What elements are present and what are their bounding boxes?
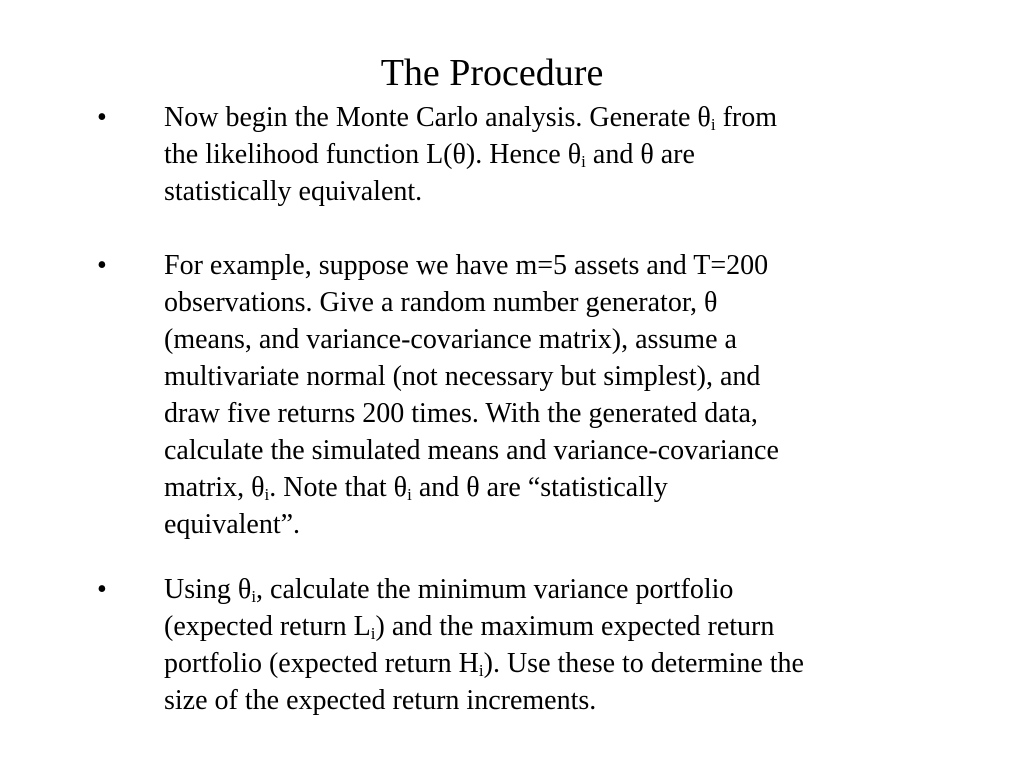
text-run: ). Use these to determine the bbox=[483, 648, 804, 679]
text-run: Now begin the Monte Carlo analysis. Generate θ bbox=[164, 102, 711, 133]
text-run: ) and the maximum expected return bbox=[375, 611, 775, 642]
bullet-text bbox=[164, 571, 964, 719]
bullet-line bbox=[164, 469, 964, 506]
text-run: Using θ bbox=[164, 574, 252, 605]
bullet-line bbox=[164, 608, 964, 645]
bullet-line bbox=[164, 395, 964, 432]
subscript: i bbox=[478, 661, 484, 680]
bullet-line bbox=[164, 99, 964, 136]
text-run: , calculate the minimum variance portfolio bbox=[256, 574, 734, 605]
bullet-line bbox=[164, 173, 964, 210]
subscript: i bbox=[407, 485, 412, 504]
text-run: from bbox=[715, 102, 777, 133]
text-run: size of the expected return increments. bbox=[164, 685, 597, 716]
bullet-line bbox=[164, 136, 964, 173]
bullet-line bbox=[164, 321, 964, 358]
bullet-symbol: • bbox=[97, 250, 107, 281]
bullet-line bbox=[164, 358, 964, 395]
bullet-line bbox=[164, 571, 964, 608]
text-run: portfolio (expected return H bbox=[164, 648, 479, 679]
subscript: i bbox=[264, 485, 270, 504]
text-run: multivariate normal (not necessary but simplest), and bbox=[164, 361, 761, 392]
bullet-line bbox=[164, 247, 964, 284]
bullet-symbol: • bbox=[97, 102, 107, 133]
text-run: calculate the simulated means and variance-covariance bbox=[164, 435, 779, 466]
bullet-line bbox=[164, 284, 964, 321]
text-run: observations. Give a random number generator, θ bbox=[164, 287, 718, 318]
subscript: i bbox=[710, 115, 716, 134]
text-run: (expected return L bbox=[164, 611, 371, 642]
slide-title: The Procedure bbox=[380, 52, 604, 94]
bullet-line bbox=[164, 682, 964, 719]
bullet-symbol: • bbox=[97, 574, 107, 605]
bullet-line bbox=[164, 506, 964, 543]
text-run: matrix, θ bbox=[164, 472, 265, 503]
text-run: and θ are bbox=[585, 139, 695, 170]
subscript: i bbox=[370, 624, 376, 643]
bullet-text bbox=[164, 247, 964, 543]
text-run: (means, and variance-covariance matrix), assume a bbox=[164, 324, 737, 355]
text-run: and θ are “statistically bbox=[411, 472, 668, 503]
subscript: i bbox=[251, 587, 257, 606]
bullet-line bbox=[164, 432, 964, 469]
subscript: i bbox=[581, 152, 586, 171]
bullet-text bbox=[164, 99, 964, 210]
text-run: equivalent”. bbox=[164, 509, 301, 540]
text-run: the likelihood function L(θ). Hence θ bbox=[164, 139, 582, 170]
text-run: draw five returns 200 times. With the generated data, bbox=[164, 398, 758, 429]
text-run: For example, suppose we have m=5 assets and T=200 bbox=[164, 250, 769, 281]
text-run: . Note that θ bbox=[269, 472, 408, 503]
bullet-line bbox=[164, 645, 964, 682]
text-run: statistically equivalent. bbox=[164, 176, 423, 207]
